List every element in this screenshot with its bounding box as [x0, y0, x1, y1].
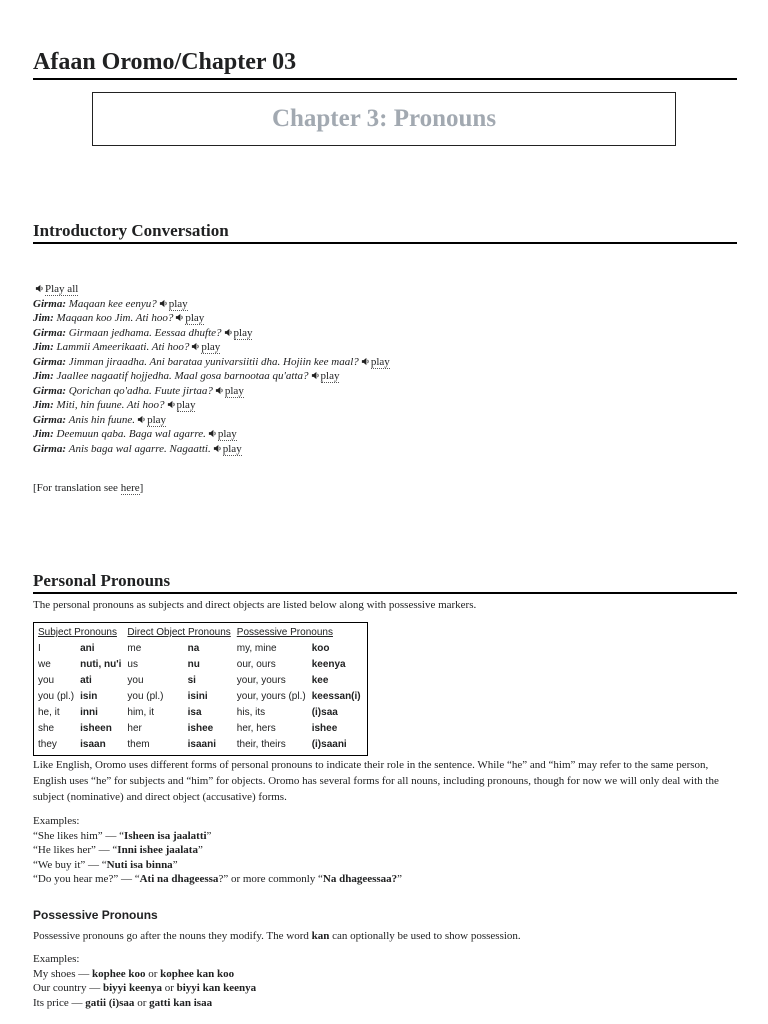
play-link[interactable]: play [168, 297, 188, 310]
translation-post: ] [139, 482, 144, 494]
desc-bold: kan [311, 930, 330, 942]
english-cell: you [38, 675, 55, 686]
translation-link[interactable]: here [120, 482, 140, 494]
play-link[interactable]: play [320, 370, 340, 382]
english-cell: him, it [127, 707, 155, 718]
example-end: ” [206, 829, 212, 842]
english-cell: you (pl.) [38, 691, 75, 702]
english-cell: me [127, 643, 142, 654]
example-or: or [161, 982, 177, 994]
speaker-icon [167, 400, 176, 409]
speaker-icon [361, 357, 370, 366]
english-cell: them [127, 739, 150, 750]
desc-pre: Possessive pronouns go after the nouns they modify. The word [33, 930, 312, 942]
utterance: Qorichan qo'adha. Fuute jirtaa? [68, 384, 213, 397]
example-oromo: gatii (i)saa [85, 996, 135, 1009]
utterance: Miti, hin fuune. Ati hoo? [56, 399, 165, 411]
oromo-cell: ishee [311, 723, 338, 734]
english-cell: your, yours [236, 675, 286, 686]
speaker-icon [215, 386, 224, 395]
speaker-icon [213, 444, 222, 453]
utterance: Maqaan kee eenyu? [68, 297, 157, 310]
utterance: Anis baga wal agarre. Nagaatti. [68, 442, 211, 455]
speaker-name: Jim: [33, 370, 54, 382]
example-end: ” [197, 844, 203, 856]
english-cell: us [127, 659, 138, 670]
play-link[interactable]: play [370, 355, 390, 368]
english-cell: his, its [236, 707, 266, 718]
example-or: or [134, 996, 150, 1009]
speaker-name: Girma: [33, 384, 66, 397]
utterance: Maqaan koo Jim. Ati hoo? [56, 312, 174, 324]
play-link[interactable]: play [217, 428, 237, 440]
intro-heading: Introductory Conversation [33, 220, 737, 244]
english-cell: her [127, 723, 142, 734]
utterance: Deemuun qaba. Baga wal agarre. [56, 428, 206, 440]
oromo-cell: isaan [80, 739, 106, 750]
example-or: or [145, 967, 161, 980]
oromo-cell: keessan(i) [311, 691, 361, 702]
possessive-example-2 [33, 981, 256, 996]
speaker-name: Girma: [33, 413, 66, 426]
possessive-example-1 [33, 967, 256, 982]
speaker-icon [175, 313, 184, 322]
speaker-icon [137, 415, 146, 424]
table-row [36, 657, 365, 673]
examples-label: Examples: [33, 815, 80, 827]
example-oromo-alt: gatti kan isaa [149, 996, 213, 1009]
table-row [36, 641, 365, 657]
conversation-line [33, 297, 390, 312]
speaker-name: Girma: [33, 442, 66, 455]
oromo-cell: ani [80, 643, 95, 654]
possessive-examples [33, 952, 256, 1010]
speaker-icon [35, 284, 44, 293]
possessive-description [33, 928, 737, 944]
play-link[interactable]: play [222, 442, 242, 455]
example-oromo-alt: kophee kan koo [160, 967, 235, 980]
play-link[interactable]: play [185, 312, 205, 324]
utterance: Lammii Ameerikaati. Ati hoo? [56, 341, 190, 353]
oromo-cell: isaani [187, 739, 216, 750]
example-english: “She likes him” — “ [33, 829, 125, 842]
oromo-cell: inni [80, 707, 98, 718]
oromo-cell: isini [187, 691, 208, 702]
chapter-heading: Chapter 3: Pronouns [271, 105, 497, 132]
english-cell: their, theirs [236, 739, 286, 750]
personal-intro: The personal pronouns as subjects and direct objects are listed below along with possessive markers. [33, 599, 477, 611]
conversation-line [33, 355, 390, 370]
speaker-icon [224, 328, 233, 337]
speaker-name: Girma: [33, 326, 66, 339]
example-mid: ?” or more commonly “ [218, 873, 323, 885]
example-end: ” [172, 858, 178, 871]
english-cell: she [38, 723, 55, 734]
table-row [36, 673, 365, 689]
desc-post: can optionally be used to show possession. [329, 930, 521, 942]
oromo-cell: koo [311, 643, 330, 654]
speaker-name: Jim: [33, 428, 54, 440]
chapter-heading-box [92, 92, 676, 146]
example-oromo: kophee koo [91, 967, 146, 980]
english-cell: you [127, 675, 144, 686]
play-all-link[interactable]: Play all [45, 283, 79, 295]
conversation-line [33, 340, 390, 355]
conversation-lines [33, 297, 390, 457]
english-cell: you (pl.) [127, 691, 164, 702]
english-cell: I [38, 643, 41, 654]
table-row [36, 689, 365, 705]
examples-label: Examples: [33, 953, 80, 965]
oromo-cell: isheen [80, 723, 112, 734]
english-cell: my, mine [236, 643, 277, 654]
oromo-cell: na [187, 643, 200, 654]
example-english: Its price — [33, 996, 86, 1009]
example-english: Our country — [33, 982, 103, 994]
possessive-example-3 [33, 996, 256, 1011]
play-link[interactable]: play [147, 413, 167, 426]
example-english: “He likes her” — “ [33, 844, 118, 856]
conversation-line [33, 442, 390, 457]
english-cell: our, ours [236, 659, 276, 670]
english-cell: they [38, 739, 57, 750]
utterance: Jaallee nagaatif hojjedha. Maal gosa barnootaa qu'atta? [56, 370, 309, 382]
conversation-line [33, 413, 390, 428]
speaker-name: Jim: [33, 399, 54, 411]
play-link[interactable]: play [176, 399, 196, 411]
example-oromo: Inni ishee jaalata [117, 844, 198, 856]
conversation-line [33, 427, 390, 442]
table-header-row [36, 625, 365, 641]
oromo-cell: keenya [311, 659, 346, 670]
play-link[interactable]: play [201, 341, 221, 353]
speaker-name: Girma: [33, 297, 66, 310]
translation-pre: [For translation see [33, 482, 121, 494]
oromo-cell: nuti, nu'i [80, 659, 122, 670]
example-3 [33, 858, 402, 873]
example-oromo: Nuti isa binna [106, 858, 173, 871]
utterance: Anis hin fuune. [68, 413, 136, 426]
example-oromo: Isheen isa jaalatti [124, 829, 207, 842]
oromo-cell: kee [311, 675, 329, 686]
english-cell: he, it [38, 707, 60, 718]
table-row [36, 721, 365, 737]
example-end: ” [397, 873, 403, 885]
table-row [36, 737, 365, 753]
conversation-line [33, 369, 390, 384]
example-oromo: biyyi keenya [102, 982, 162, 994]
play-link[interactable]: play [224, 384, 244, 397]
example-oromo-alt: biyyi kan keenya [176, 982, 257, 994]
speaker-icon [191, 342, 200, 351]
oromo-cell: nu [187, 659, 200, 670]
example-oromo: Ati na dhageessa [139, 873, 219, 885]
example-english: “Do you hear me?” — “ [33, 873, 140, 885]
speaker-name: Girma: [33, 355, 66, 368]
play-all-line [33, 282, 390, 297]
speaker-icon [208, 429, 217, 438]
oromo-cell: si [187, 675, 196, 686]
oromo-cell: ishee [187, 723, 214, 734]
example-english: My shoes — [33, 967, 92, 980]
example-oromo-alt: Na dhageessaa? [322, 873, 398, 885]
speaker-icon [311, 371, 320, 380]
header-possessive: Possessive Pronouns [236, 627, 333, 638]
oromo-cell: isa [187, 707, 202, 718]
personal-pronouns-heading: Personal Pronouns [33, 570, 737, 594]
example-4 [33, 872, 402, 887]
header-object: Direct Object Pronouns [127, 627, 231, 638]
english-cell: we [38, 659, 51, 670]
english-cell: your, yours (pl.) [236, 691, 306, 702]
speaker-name: Jim: [33, 312, 54, 324]
translation-note [33, 480, 737, 496]
oromo-cell: (i)saa [311, 707, 338, 718]
table-body [36, 641, 365, 753]
example-2 [33, 843, 402, 858]
conversation-line [33, 311, 390, 326]
speaker-icon [159, 299, 168, 308]
conversation-line [33, 384, 390, 399]
pronoun-table [33, 622, 368, 756]
table-row [36, 705, 365, 721]
conversation-line [33, 326, 390, 341]
example-english: “We buy it” — “ [33, 858, 107, 871]
oromo-cell: ati [80, 675, 92, 686]
play-link[interactable]: play [233, 326, 253, 339]
english-cell: her, hers [236, 723, 276, 734]
possessive-heading: Possessive Pronouns [33, 908, 158, 922]
oromo-cell: isin [80, 691, 98, 702]
utterance: Jimman jiraadha. Ani barataa yunivarsiitii dha. Hojiin kee maal? [68, 355, 359, 368]
header-subject: Subject Pronouns [38, 627, 117, 638]
utterance: Girmaan jedhama. Eessaa dhufte? [68, 326, 222, 339]
explanation-paragraph: Like English, Oromo uses different forms of personal pronouns to indicate their role in the sentence. While “he” and “him” may refer to the same person, English uses “he” for subjects and “him” for objects. Oromo has several forms for all nouns, including pronouns, though for now we will only deal with the subject (nominative) and direct object (accusative) forms. [33, 759, 719, 803]
page-title: Afaan Oromo/Chapter 03 [33, 46, 737, 80]
example-1 [33, 829, 402, 844]
conversation [33, 282, 390, 456]
speaker-name: Jim: [33, 341, 54, 353]
personal-examples [33, 814, 402, 887]
conversation-line [33, 398, 390, 413]
oromo-cell: (i)saani [311, 739, 347, 750]
